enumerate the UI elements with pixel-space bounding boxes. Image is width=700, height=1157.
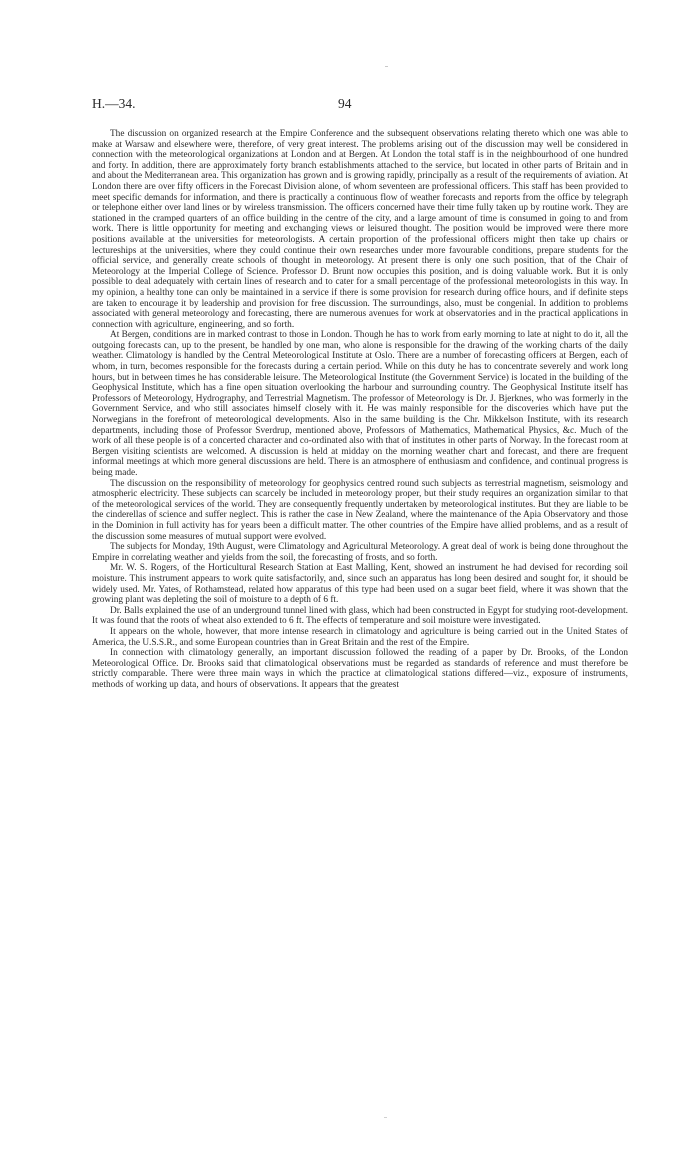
paragraph: In connection with climatology generally, an important discussion followed the reading of a paper by Dr. Brooks, of the London Meteorological Office. Dr. Brooks said that climatological observations must be regarded as standards of reference and must therefore be strictly comparable. There were three main ways in which the practice at climatological stations differed—viz., exposure of instruments, methods of working up data, and hours of observations. It appears that the greatest (92, 648, 628, 690)
page-number: 94 (338, 96, 352, 111)
paragraph: The discussion on organized research at the Empire Conference and the subsequent observations relating thereto which one was able to make at Warsaw and elsewhere were, therefore, of very great interest. The problems arising out of the discussion may well be considered in connection with the meteorological organizations at London and at Bergen. At London the total staff is in the neighbourhood of one hundred and forty. In addition, there are approximately forty branch establishments attached to the service, but located in other parts of Britain and in and about the Mediterranean area. This organization has grown and is growing rapidly, principally as a result of the requirements of aviation. At London there are over fifty officers in the Forecast Division alone, of whom seventeen are professional officers. This staff has been provided to meet specific demands for information, and there is practically a continuous flow of weather forecasts and reports from the office by telegraph or telephone either over land lines or by wireless transmission. The officers concerned have their time fully taken up by routine work. They are stationed in the cramped quarters of an office building in the centre of the city, and a large amount of time is consumed in going to and from work. There is little opportunity for meeting and exchanging views or leisured thought. The position would be improved were there more positions available at the universities for meteorologists. A certain proportion of the professional officers might then take up chairs or lectureships at the universities, where they could continue their own researches under more favourable conditions, prepare students for the official service, and generally create schools of thought in meteorology. At present there is only one such position, that of the Chair of Meteorology at the Imperial College of Science. Professor D. Brunt now occupies this position, and is doing valuable work. But it is only possible to deal adequately with certain lines of research and to cater for a small percentage of the professional meteorologists in this way. In my opinion, a healthy tone can only be maintained in a service if there is some provision for research during office hours, and if definite steps are taken to encourage it by leadership and provision for free discussion. The surroundings, also, must be congenial. In addition to problems associated with general meteorology and forecasting, there are numerous avenues for work at observatories and in the practical applications in connection with agriculture, engineering, and so forth. (92, 129, 628, 330)
paragraph: It appears on the whole, however, that more intense research in climatology and agriculture is being carried out in the United States of America, the U.S.S.R., and some European countries than in Great Britain and the rest of the Empire. (92, 626, 628, 648)
document-reference: H.—34. (92, 96, 136, 111)
paragraph: At Bergen, conditions are in marked contrast to those in London. Though he has to work from early morning to late at night to do it, all the outgoing forecasts can, up to the present, be handled by one man, who alone is responsible for the drawing of the working charts of the daily weather. Climatology is handled by the Central Meteorological Institute at Oslo. There are a number of forecasting officers at Bergen, each of whom, in turn, becomes responsible for the forecasts during a certain period. While on this duty he has to concentrate severely and work long hours, but in between times he has considerable leisure. The Meteorological Institute (the Government Service) is located in the building of the Geophysical Institute, which has a fine open situation overlooking the harbour and surrounding country. The Geophysical Institute itself has Professors of Meteorology, Hydrography, and Terrestrial Magnetism. The professor of Meteorology is Dr. J. Bjerknes, who was formerly in the Government Service, and who still associates himself closely with it. He was mainly responsible for the discoveries which have put the Norwegians in the forefront of meteorological developments. Also in the same building is the Chr. Mikkelson Institute, with its research departments, including those of Professor Sverdrup, mentioned above, Professors of Mathematics, Mathematical Physics, &c. Much of the work of all these people is of a concerted character and co-ordinated also with that of institutes in other parts of Norway. In the forecast room at Bergen visiting scientists are welcomed. A discussion is held at midday on the morning weather chart and forecast, and there are frequent informal meetings at which more general discussions are held. There is an atmosphere of enthusiasm and confidence, and continual progress is being made. (92, 330, 628, 478)
paragraph: Dr. Balls explained the use of an underground tunnel lined with glass, which had been constructed in Egypt for studying root-development. It was found that the roots of wheat also extended to 6 ft. The effects of temperature and soil moisture were investigated. (92, 605, 628, 627)
page-mark-bottom (384, 1117, 387, 1118)
paragraph: The discussion on the responsibility of meteorology for geophysics centred round such subjects as terrestrial magnetism, seismology and atmospheric electricity. These subjects can scarcely be included in meteorology proper, but their study requires an organization similar to that of the meteorological services of the world. They are consequently frequently undertaken by meteorological institutes. But they are liable to be the cinderellas of science and suffer neglect. This is rather the case in New Zealand, where the maintenance of the Apia Observatory and those in the Dominion in full activity has for years been a difficult matter. The other countries of the Empire have allied problems, and as a result of the discussion some measures of mutual support were evolved. (92, 478, 628, 542)
body-text (92, 129, 628, 690)
paragraph: The subjects for Monday, 19th August, were Climatology and Agricultural Meteorology. A great deal of work is being done throughout the Empire in correlating weather and yields from the soil, the forecasting of frosts, and so forth. (92, 542, 628, 563)
page-header (92, 96, 628, 116)
paragraph: Mr. W. S. Rogers, of the Horticultural Research Station at East Malling, Kent, showed an instrument he had devised for recording soil moisture. This instrument appears to work quite satisfactorily, and, since such an apparatus has long been desired and sought for, it should be widely used. Mr. Yates, of Rothamstead, related how apparatus of this type had been used on a sugar beet field, where it was shown that the growing plant was depleting the soil of moisture to a depth of 6 ft. (92, 563, 628, 606)
page-mark-top (385, 66, 388, 67)
